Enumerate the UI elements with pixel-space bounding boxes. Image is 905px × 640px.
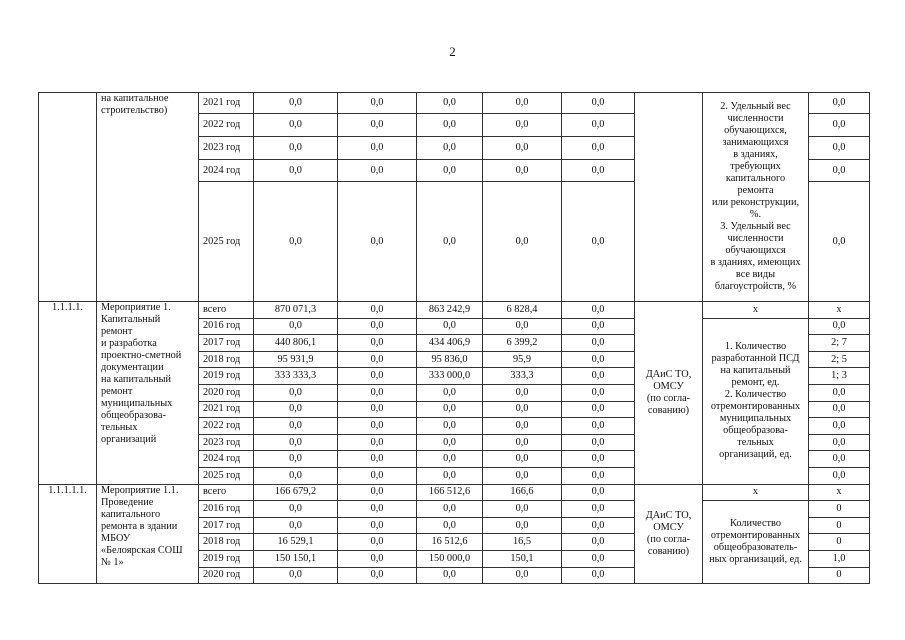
amount-cell: 0,0: [483, 318, 562, 335]
amount-cell: 0,0: [254, 418, 338, 435]
indicator-value-cell: 1,0: [809, 550, 870, 567]
amount-cell: 0,0: [338, 451, 417, 468]
year-cell: всего: [199, 484, 254, 501]
amount-cell: 0,0: [338, 302, 417, 319]
item-name-cell: Мероприятие 1.1. Проведение капитального ремонта в здании МБОУ «Белоярская СОШ № 1»: [97, 484, 199, 584]
amount-cell: 0,0: [483, 384, 562, 401]
year-cell: 2016 год: [199, 501, 254, 518]
amount-cell: 0,0: [254, 318, 338, 335]
amount-cell: 0,0: [483, 418, 562, 435]
amount-cell: 16 529,1: [254, 534, 338, 551]
indicator-value-cell: 2; 7: [809, 335, 870, 352]
amount-cell: 0,0: [483, 160, 562, 182]
amount-cell: 0,0: [562, 160, 635, 182]
amount-cell: 0,0: [254, 182, 338, 302]
amount-cell: 150 000,0: [417, 550, 483, 567]
year-cell: 2021 год: [199, 93, 254, 114]
amount-cell: 0,0: [338, 160, 417, 182]
page-number: 2: [449, 44, 456, 59]
indicator-text-cell: x: [703, 302, 809, 319]
year-cell: 2019 год: [199, 550, 254, 567]
amount-cell: 0,0: [417, 93, 483, 114]
amount-cell: 0,0: [338, 401, 417, 418]
year-cell: 2020 год: [199, 384, 254, 401]
amount-cell: 0,0: [417, 384, 483, 401]
indicator-value-cell: 0: [809, 567, 870, 584]
amount-cell: 0,0: [254, 93, 338, 114]
year-cell: 2020 год: [199, 567, 254, 584]
amount-cell: 0,0: [483, 501, 562, 518]
table-row: [39, 484, 870, 501]
indicator-value-cell: 0,0: [809, 93, 870, 114]
amount-cell: 6 828,4: [483, 302, 562, 319]
amount-cell: 0,0: [254, 384, 338, 401]
amount-cell: 0,0: [562, 451, 635, 468]
amount-cell: 0,0: [562, 567, 635, 584]
indicator-value-cell: x: [809, 484, 870, 501]
amount-cell: 150 150,1: [254, 550, 338, 567]
year-cell: 2023 год: [199, 137, 254, 160]
item-number-cell: 1.1.1.1.1.: [39, 484, 97, 584]
indicator-value-cell: 0,0: [809, 434, 870, 451]
amount-cell: 0,0: [338, 550, 417, 567]
amount-cell: 0,0: [417, 401, 483, 418]
amount-cell: 16,5: [483, 534, 562, 551]
item-number-cell: [39, 93, 97, 302]
amount-cell: 0,0: [338, 418, 417, 435]
indicator-value-cell: 0: [809, 517, 870, 534]
amount-cell: 0,0: [483, 434, 562, 451]
amount-cell: 0,0: [562, 517, 635, 534]
amount-cell: 0,0: [417, 467, 483, 484]
amount-cell: 166 512,6: [417, 484, 483, 501]
year-cell: 2019 год: [199, 368, 254, 385]
amount-cell: 0,0: [562, 114, 635, 137]
year-cell: 2018 год: [199, 351, 254, 368]
amount-cell: 0,0: [254, 114, 338, 137]
executor-cell: ДАиС ТО, ОМСУ (по согла- сованию): [635, 302, 703, 485]
amount-cell: 0,0: [483, 137, 562, 160]
amount-cell: 0,0: [338, 137, 417, 160]
amount-cell: 0,0: [338, 351, 417, 368]
year-cell: 2022 год: [199, 418, 254, 435]
amount-cell: 440 806,1: [254, 335, 338, 352]
indicator-value-cell: 2; 5: [809, 351, 870, 368]
amount-cell: 0,0: [254, 517, 338, 534]
amount-cell: 0,0: [254, 501, 338, 518]
amount-cell: 0,0: [483, 93, 562, 114]
amount-cell: 0,0: [417, 160, 483, 182]
amount-cell: 0,0: [338, 368, 417, 385]
amount-cell: 0,0: [562, 401, 635, 418]
amount-cell: 333 000,0: [417, 368, 483, 385]
item-name-cell: на капитальное строительство): [97, 93, 199, 302]
item-name-cell: Мероприятие 1. Капитальный ремонт и разработка проектно-сметной документации на капитальный ремонт муниципальных общеобразова- тельных организаций: [97, 302, 199, 485]
indicator-value-cell: 0,0: [809, 401, 870, 418]
amount-cell: 0,0: [338, 567, 417, 584]
amount-cell: 863 242,9: [417, 302, 483, 319]
amount-cell: 0,0: [338, 484, 417, 501]
amount-cell: 0,0: [338, 335, 417, 352]
amount-cell: 0,0: [483, 467, 562, 484]
amount-cell: 0,0: [338, 114, 417, 137]
indicator-text-cell: Количество отремонтированных общеобразователь- ных организаций, ед.: [703, 501, 809, 584]
amount-cell: 0,0: [562, 93, 635, 114]
year-cell: 2021 год: [199, 401, 254, 418]
amount-cell: 0,0: [338, 534, 417, 551]
amount-cell: 0,0: [417, 451, 483, 468]
indicator-value-cell: 0,0: [809, 451, 870, 468]
year-cell: 2023 год: [199, 434, 254, 451]
indicator-text-cell: x: [703, 484, 809, 501]
indicator-value-cell: 0: [809, 501, 870, 518]
amount-cell: 0,0: [338, 384, 417, 401]
amount-cell: 0,0: [254, 434, 338, 451]
amount-cell: 0,0: [254, 160, 338, 182]
amount-cell: 0,0: [338, 93, 417, 114]
table-row: [39, 93, 870, 114]
amount-cell: 0,0: [338, 182, 417, 302]
amount-cell: 0,0: [562, 302, 635, 319]
amount-cell: 0,0: [417, 434, 483, 451]
amount-cell: 333,3: [483, 368, 562, 385]
amount-cell: 95,9: [483, 351, 562, 368]
amount-cell: 0,0: [417, 501, 483, 518]
indicator-text-cell: 2. Удельный вес численности обучающихся, занимающихся в зданиях, требующих капитального ремонта или реконструкции, %. 3. Удельный вес численности обучающихся в зданиях, имеющих все виды благоустройств, %: [703, 93, 809, 302]
amount-cell: 0,0: [417, 517, 483, 534]
indicator-value-cell: 0,0: [809, 114, 870, 137]
indicator-value-cell: 0,0: [809, 160, 870, 182]
amount-cell: 0,0: [417, 567, 483, 584]
program-table: [38, 92, 870, 584]
indicator-value-cell: x: [809, 302, 870, 319]
indicator-value-cell: 0,0: [809, 467, 870, 484]
amount-cell: 166 679,2: [254, 484, 338, 501]
amount-cell: 0,0: [483, 182, 562, 302]
amount-cell: 0,0: [254, 451, 338, 468]
amount-cell: 333 333,3: [254, 368, 338, 385]
amount-cell: 0,0: [417, 418, 483, 435]
amount-cell: 150,1: [483, 550, 562, 567]
executor-cell: [635, 93, 703, 302]
amount-cell: 0,0: [483, 401, 562, 418]
amount-cell: 0,0: [417, 182, 483, 302]
amount-cell: 0,0: [338, 501, 417, 518]
amount-cell: 0,0: [562, 418, 635, 435]
amount-cell: 0,0: [562, 335, 635, 352]
year-cell: всего: [199, 302, 254, 319]
indicator-text-cell: 1. Количество разработанной ПСД на капитальный ремонт, ед. 2. Количество отремонтированных муниципальных общеобразова- тельных организаций, ед.: [703, 318, 809, 484]
year-cell: 2025 год: [199, 467, 254, 484]
year-cell: 2017 год: [199, 335, 254, 352]
amount-cell: 0,0: [338, 434, 417, 451]
year-cell: 2024 год: [199, 451, 254, 468]
amount-cell: 0,0: [562, 434, 635, 451]
amount-cell: 166,6: [483, 484, 562, 501]
amount-cell: 0,0: [254, 467, 338, 484]
amount-cell: 0,0: [562, 484, 635, 501]
indicator-value-cell: 0,0: [809, 318, 870, 335]
executor-cell: ДАиС ТО, ОМСУ (по согла- сованию): [635, 484, 703, 584]
amount-cell: 0,0: [254, 137, 338, 160]
table-row: [39, 302, 870, 319]
amount-cell: 16 512,6: [417, 534, 483, 551]
amount-cell: 0,0: [562, 550, 635, 567]
amount-cell: 0,0: [483, 451, 562, 468]
indicator-value-cell: 0,0: [809, 418, 870, 435]
amount-cell: 0,0: [338, 318, 417, 335]
year-cell: 2025 год: [199, 182, 254, 302]
amount-cell: 0,0: [562, 368, 635, 385]
amount-cell: 870 071,3: [254, 302, 338, 319]
amount-cell: 0,0: [254, 401, 338, 418]
amount-cell: 0,0: [562, 318, 635, 335]
indicator-value-cell: 1; 3: [809, 368, 870, 385]
year-cell: 2022 год: [199, 114, 254, 137]
amount-cell: 0,0: [562, 137, 635, 160]
indicator-value-cell: 0,0: [809, 384, 870, 401]
year-cell: 2016 год: [199, 318, 254, 335]
amount-cell: 0,0: [562, 501, 635, 518]
amount-cell: 0,0: [562, 467, 635, 484]
amount-cell: 6 399,2: [483, 335, 562, 352]
amount-cell: 0,0: [338, 467, 417, 484]
amount-cell: 0,0: [338, 517, 417, 534]
amount-cell: 0,0: [417, 137, 483, 160]
item-number-cell: 1.1.1.1.: [39, 302, 97, 485]
amount-cell: 95 836,0: [417, 351, 483, 368]
amount-cell: 0,0: [254, 567, 338, 584]
year-cell: 2018 год: [199, 534, 254, 551]
amount-cell: 0,0: [562, 534, 635, 551]
amount-cell: 0,0: [483, 517, 562, 534]
amount-cell: 95 931,9: [254, 351, 338, 368]
amount-cell: 0,0: [483, 567, 562, 584]
year-cell: 2024 год: [199, 160, 254, 182]
amount-cell: 0,0: [562, 384, 635, 401]
amount-cell: 434 406,9: [417, 335, 483, 352]
amount-cell: 0,0: [483, 114, 562, 137]
indicator-value-cell: 0,0: [809, 137, 870, 160]
indicator-value-cell: 0,0: [809, 182, 870, 302]
year-cell: 2017 год: [199, 517, 254, 534]
amount-cell: 0,0: [562, 351, 635, 368]
amount-cell: 0,0: [417, 114, 483, 137]
amount-cell: 0,0: [417, 318, 483, 335]
indicator-value-cell: 0: [809, 534, 870, 551]
amount-cell: 0,0: [562, 182, 635, 302]
